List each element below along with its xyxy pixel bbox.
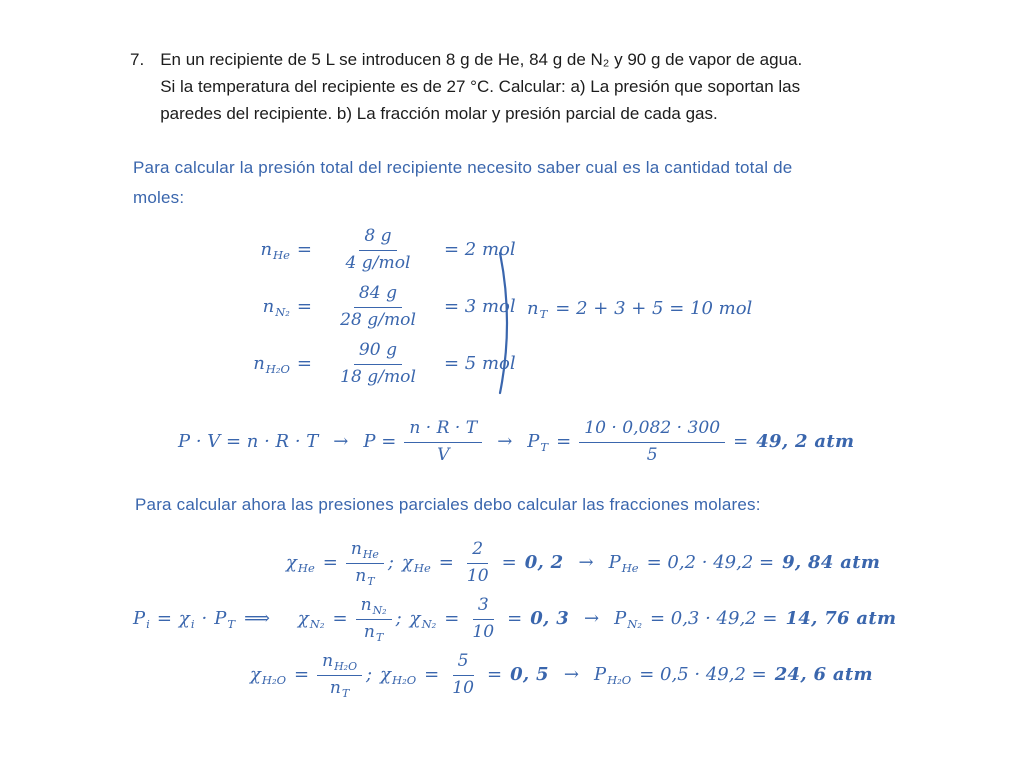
denominator: 10 — [452, 677, 474, 698]
subscript: H₂O — [261, 672, 287, 687]
denominator: $n_T$ — [329, 677, 350, 700]
equals-sign: = — [501, 551, 517, 573]
arrow-icon: → — [333, 430, 349, 452]
numerator: n · R · T — [404, 419, 482, 443]
subscript: N₂ — [421, 616, 437, 631]
problem-line-1: En un recipiente de 5 L se introducen 8 g de He, 84 g de N₂ y 90 g de vapor de agua. — [160, 50, 803, 69]
variable-n-total: $n_T$ — [527, 298, 548, 321]
variable-n: $n_{He}$ — [260, 238, 290, 262]
pressure-formula: P = — [363, 430, 397, 452]
variable-chi: $\chi_{He}$ — [401, 551, 431, 575]
equals-sign: = — [444, 607, 460, 629]
denominator: $n_T$ — [355, 565, 375, 588]
subscript: He — [621, 560, 639, 575]
mole-equation-h2o — [240, 341, 516, 387]
fraction — [335, 284, 421, 330]
mole-fraction-value: 0, 2 — [524, 551, 564, 573]
subscript: T — [539, 307, 548, 321]
solution-intro-paragraph — [133, 153, 792, 213]
numerator: 8 g — [359, 227, 396, 251]
equation-result: = 2 + 3 + 5 = 10 mol — [555, 298, 753, 319]
equals-sign: = — [322, 551, 338, 573]
partial-pressure-formula — [133, 609, 274, 630]
fraction — [467, 596, 499, 642]
subscript: T — [227, 616, 236, 631]
subscript: H₂O — [392, 672, 417, 687]
subscript: He — [362, 548, 379, 561]
equation-result: = 3 mol — [444, 295, 516, 317]
mole-fraction-value: 0, 3 — [530, 607, 570, 629]
paragraph-line: Para calcular ahora las presiones parciales debo calcular las fracciones molares: — [135, 495, 761, 514]
total-moles-equation — [527, 299, 752, 320]
variable-p: $P_T$ — [214, 607, 236, 631]
variable-n: $n_{N_2}$ — [262, 295, 290, 319]
variable-chi: $\chi_{H_2O}$ — [380, 663, 417, 687]
numerator: $n_{H_2O}$ — [317, 652, 362, 676]
arrow-icon: → — [584, 607, 600, 629]
variable-n: $n_{H_2O}$ — [253, 352, 290, 376]
fraction — [317, 652, 362, 698]
mole-equation-n2 — [240, 284, 516, 330]
arrow-icon: → — [578, 551, 594, 573]
paragraph-line: moles: — [133, 188, 185, 207]
subscript: H₂O — [265, 361, 290, 376]
problem-line-2: Si la temperatura del recipiente es de 27 °C. Calcular: a) La presión que soportan las — [160, 77, 801, 96]
subscript: He — [297, 560, 315, 575]
fraction — [335, 341, 421, 387]
denominator: 4 g/mol — [345, 252, 411, 273]
subscript: N₂ — [627, 616, 642, 631]
variable-chi: $\chi_{N_2}$ — [409, 607, 437, 631]
fraction — [356, 596, 392, 642]
subscript: T — [367, 574, 375, 588]
subscript: He — [413, 560, 431, 575]
numerator: 84 g — [354, 284, 402, 308]
equation-result: = 5 mol — [444, 352, 516, 374]
numerator: $n_{N_2}$ — [356, 596, 392, 620]
variable-chi: $\chi_{He}$ — [286, 551, 315, 575]
fraction — [579, 419, 725, 465]
equals-sign: = — [733, 430, 749, 452]
semicolon: ; — [366, 663, 373, 685]
closing-parenthesis — [497, 251, 517, 395]
fraction — [404, 419, 482, 465]
problem-statement — [130, 46, 920, 127]
variable-chi: $\chi_{N_2}$ — [297, 607, 325, 631]
equation-result: = 2 mol — [444, 238, 516, 260]
fraction-wrap — [320, 227, 436, 273]
subscript: T — [341, 686, 350, 700]
fraction-wrap — [320, 284, 436, 330]
variable-p: $P_{H_2O}$ — [593, 663, 632, 687]
partial-pressures-paragraph — [135, 490, 761, 520]
equals-sign: = — [296, 295, 312, 317]
mole-fraction-row-n2 — [133, 596, 896, 642]
numerator: 10 · 0,082 · 300 — [579, 419, 725, 443]
variable-p: $P_{He}$ — [608, 551, 639, 575]
equals-sign: = — [556, 430, 572, 452]
fraction — [341, 227, 416, 273]
problem-number: 7. — [130, 50, 145, 69]
equals-sign: = — [487, 663, 503, 685]
equals-sign: = — [296, 238, 312, 260]
partial-pressure-value: 24, 6 atm — [774, 663, 873, 685]
mole-equation-he — [240, 227, 516, 273]
implies-arrow-icon: ⟹ — [244, 607, 270, 629]
equals-sign: = — [156, 607, 172, 629]
denominator: 18 g/mol — [340, 366, 416, 387]
equals-sign: = — [332, 607, 348, 629]
subscript: H₂O — [607, 672, 632, 687]
subscript: T — [540, 439, 549, 454]
arrow-icon: → — [497, 430, 513, 452]
partial-pressure-expression: = 0,2 · 49,2 = — [646, 551, 775, 573]
fraction-wrap — [320, 341, 436, 387]
denominator: V — [437, 444, 450, 465]
variable-pt: $P_T$ — [527, 430, 549, 454]
partial-pressure-expression: = 0,5 · 49,2 = — [639, 663, 767, 685]
middot: · — [201, 607, 208, 629]
ideal-gas-law-line — [178, 419, 854, 465]
semicolon: ; — [387, 551, 394, 573]
numerator: 3 — [473, 596, 494, 620]
subscript: He — [273, 247, 290, 262]
subscript: i — [190, 616, 195, 631]
paragraph-line: Para calcular la presión total del recipiente necesito saber cual es la cantidad total de — [133, 158, 793, 177]
fraction — [346, 540, 384, 586]
variable-chi: $\chi_{H_2O}$ — [250, 663, 287, 687]
equation-lhs — [240, 354, 312, 375]
equals-sign: = — [507, 607, 523, 629]
equals-sign: = — [296, 352, 312, 374]
problem-line-3: paredes del recipiente. b) La fracción molar y presión parcial de cada gas. — [160, 104, 718, 123]
gas-law-equation: P · V = n · R · T — [178, 430, 319, 452]
total-pressure-result: 49, 2 atm — [756, 430, 855, 452]
numerator: 2 — [467, 540, 488, 564]
partial-pressure-value: 14, 76 atm — [785, 607, 897, 629]
partial-pressure-expression: = 0,3 · 49,2 = — [649, 607, 778, 629]
subscript: N₂ — [372, 604, 387, 617]
mole-fraction-row-h2o — [250, 652, 873, 698]
problem-text — [160, 46, 802, 127]
variable-chi: $\chi_i$ — [178, 607, 195, 631]
denominator: $n_T$ — [363, 621, 384, 644]
variable-p: $P_i$ — [133, 607, 150, 631]
semicolon: ; — [395, 607, 402, 629]
denominator: 10 — [472, 621, 495, 642]
subscript: i — [146, 616, 150, 631]
subscript: N₂ — [275, 304, 290, 319]
equals-sign: = — [294, 663, 310, 685]
mole-fraction-row-he — [286, 540, 880, 586]
denominator: 10 — [466, 565, 489, 586]
denominator: 28 g/mol — [340, 309, 416, 330]
fraction — [447, 652, 479, 698]
mole-fraction-value: 0, 5 — [510, 663, 549, 685]
equation-lhs — [240, 240, 312, 261]
equals-sign: = — [438, 551, 454, 573]
numerator: $n_{He}$ — [346, 540, 384, 564]
subscript: T — [375, 630, 384, 644]
numerator: 5 — [453, 652, 474, 676]
variable-p: $P_{N_2}$ — [614, 607, 642, 631]
subscript: N₂ — [309, 616, 325, 631]
numerator: 90 g — [354, 341, 402, 365]
equals-sign: = — [424, 663, 440, 685]
partial-pressure-value: 9, 84 atm — [782, 551, 881, 573]
fraction — [462, 540, 494, 586]
denominator: 5 — [646, 444, 658, 465]
arrow-icon: → — [563, 663, 579, 685]
equation-lhs — [240, 297, 312, 318]
subscript: H₂O — [334, 660, 358, 673]
